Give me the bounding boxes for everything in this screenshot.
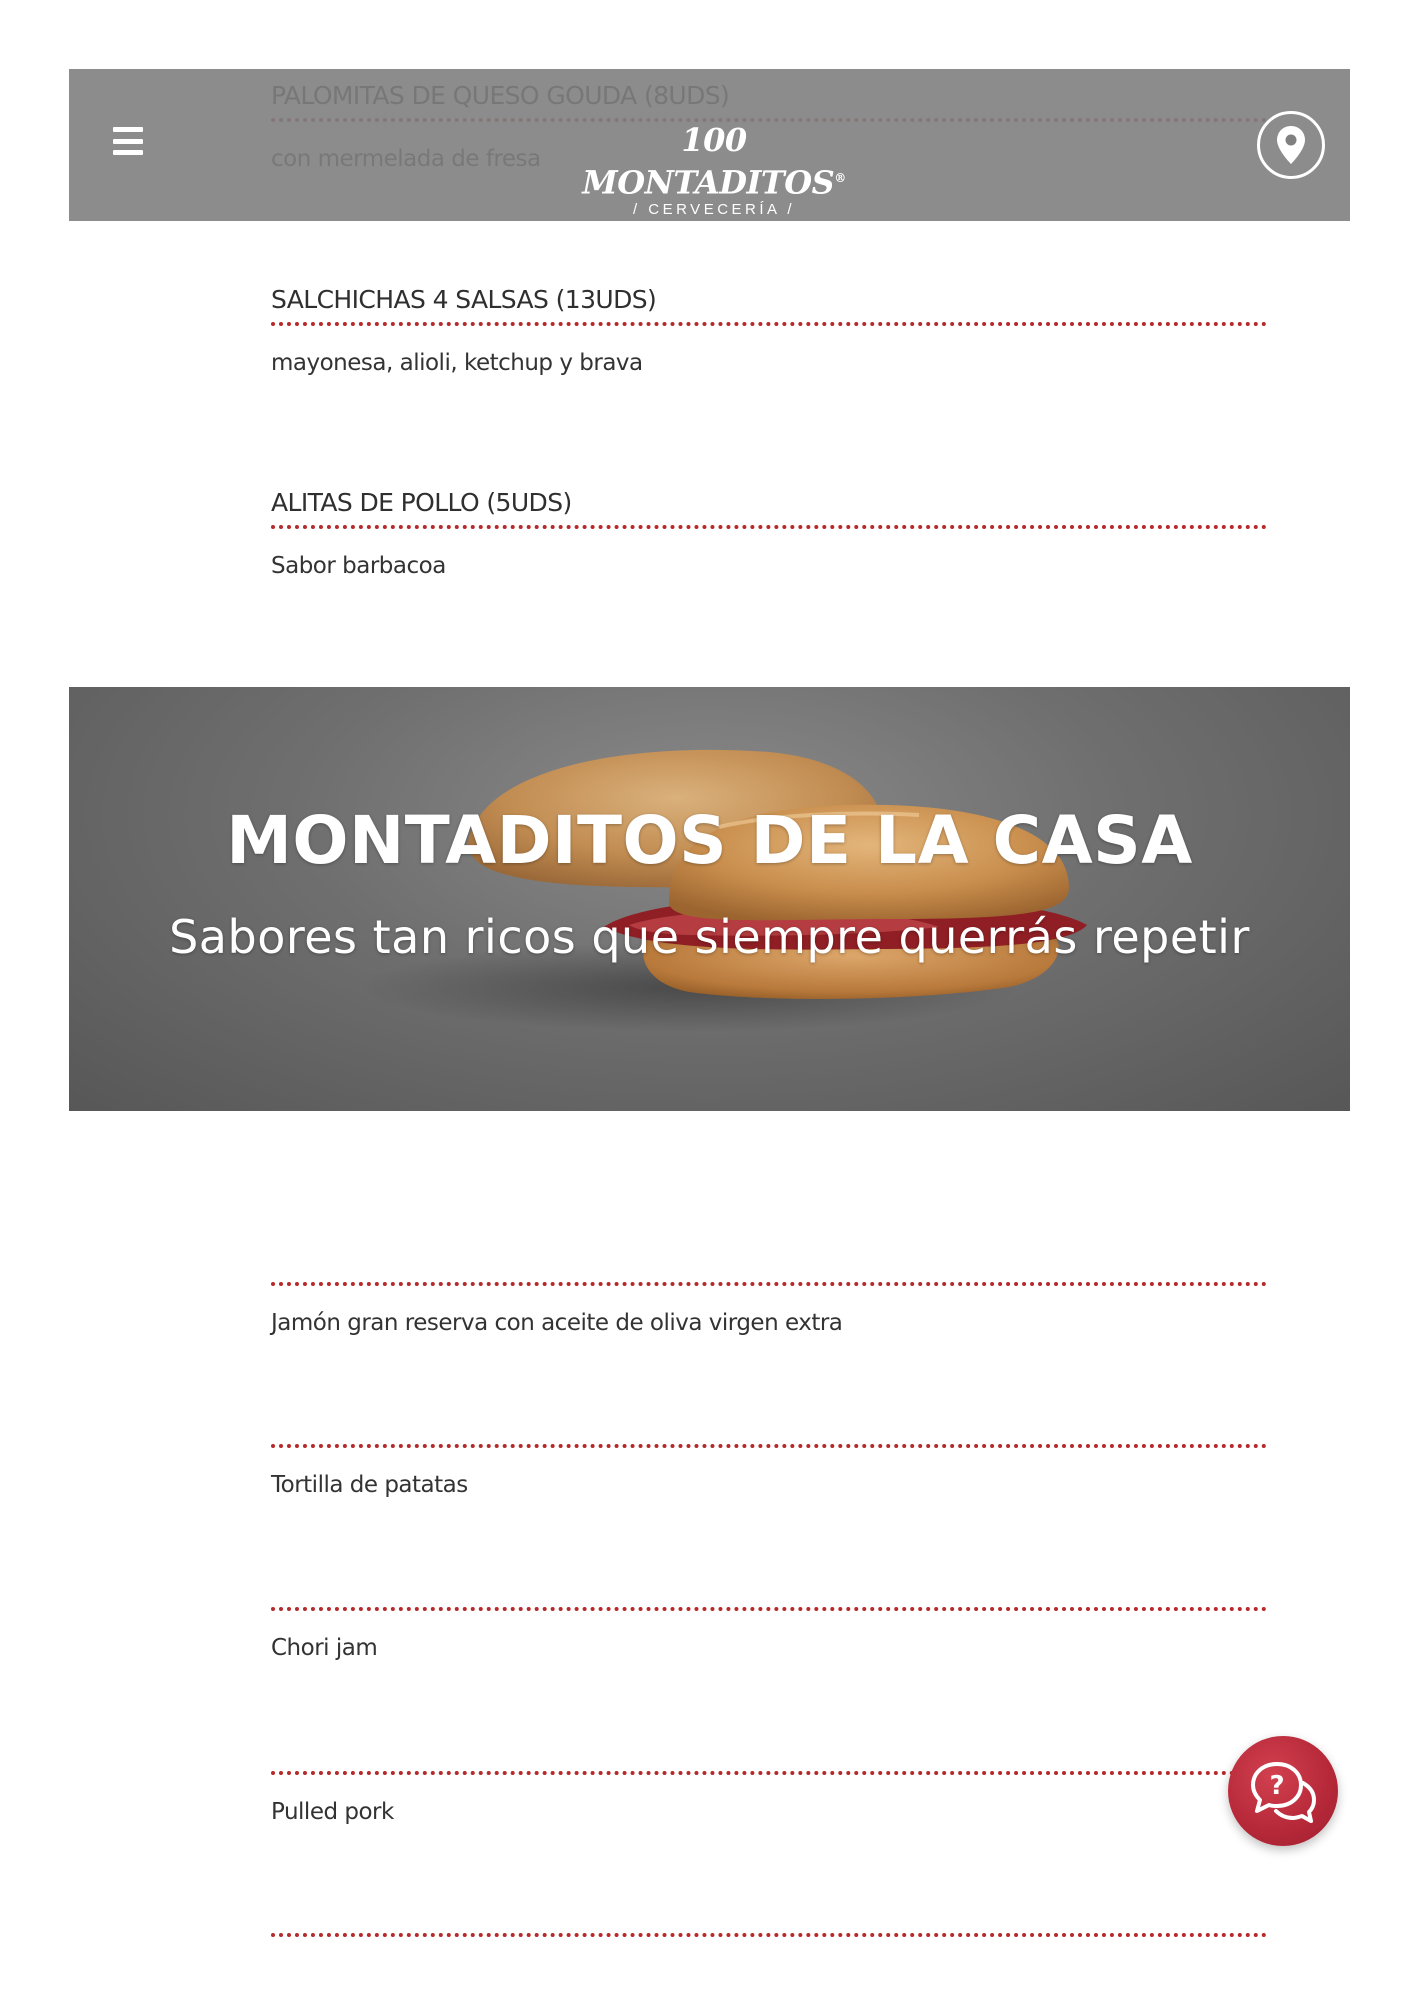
dotted-divider	[271, 1771, 1267, 1775]
menu-item[interactable]	[271, 1929, 1267, 1937]
map-pin-icon	[1276, 125, 1306, 165]
menu-item-description: Pulled pork	[271, 1799, 394, 1825]
help-chat-button[interactable]	[1228, 1736, 1338, 1846]
banner-title: MONTADITOS DE LA CASA	[226, 802, 1193, 879]
menu-item-description: Jamón gran reserva con aceite de oliva virgen extra	[271, 1310, 843, 1336]
dotted-divider	[271, 1607, 1267, 1611]
hamburger-icon	[113, 127, 143, 132]
menu-item-description: mayonesa, alioli, ketchup y brava	[271, 350, 643, 376]
brand-logo[interactable]	[564, 121, 864, 218]
menu-item[interactable]	[271, 282, 1267, 378]
dotted-divider	[271, 1933, 1267, 1937]
menu-item-description: Tortilla de patatas	[271, 1472, 468, 1498]
dotted-divider	[271, 322, 1267, 326]
menu-item-title: ALITAS DE POLLO (5UDS)	[271, 488, 572, 517]
logo-tagline: / CERVECERÍA /	[632, 200, 796, 218]
menu-item-description: Chori jam	[271, 1635, 378, 1661]
svg-text:?: ?	[1269, 1771, 1285, 1801]
store-locator-button[interactable]	[1257, 111, 1325, 179]
menu-item[interactable]	[271, 1767, 1267, 1827]
site-header	[69, 69, 1350, 221]
banner-subtitle: Sabores tan ricos que siempre querrás repetir	[169, 910, 1250, 964]
banner-sandwich-photo	[69, 687, 1350, 1111]
menu-item[interactable]	[271, 485, 1267, 581]
menu-item-title: SALCHICHAS 4 SALSAS (13UDS)	[271, 285, 657, 314]
dotted-divider	[271, 1444, 1267, 1448]
category-banner	[69, 687, 1350, 1111]
menu-item[interactable]	[271, 1278, 1267, 1338]
help-chat-icon	[1247, 1758, 1319, 1824]
menu-item-description: Sabor barbacoa	[271, 553, 446, 579]
dotted-divider	[271, 1282, 1267, 1286]
menu-item[interactable]	[271, 1603, 1267, 1663]
dotted-divider	[271, 525, 1267, 529]
hamburger-menu-button[interactable]	[113, 127, 143, 155]
logo-wordmark: 100 MONTADITOS®	[582, 121, 846, 202]
menu-item[interactable]	[271, 1440, 1267, 1500]
